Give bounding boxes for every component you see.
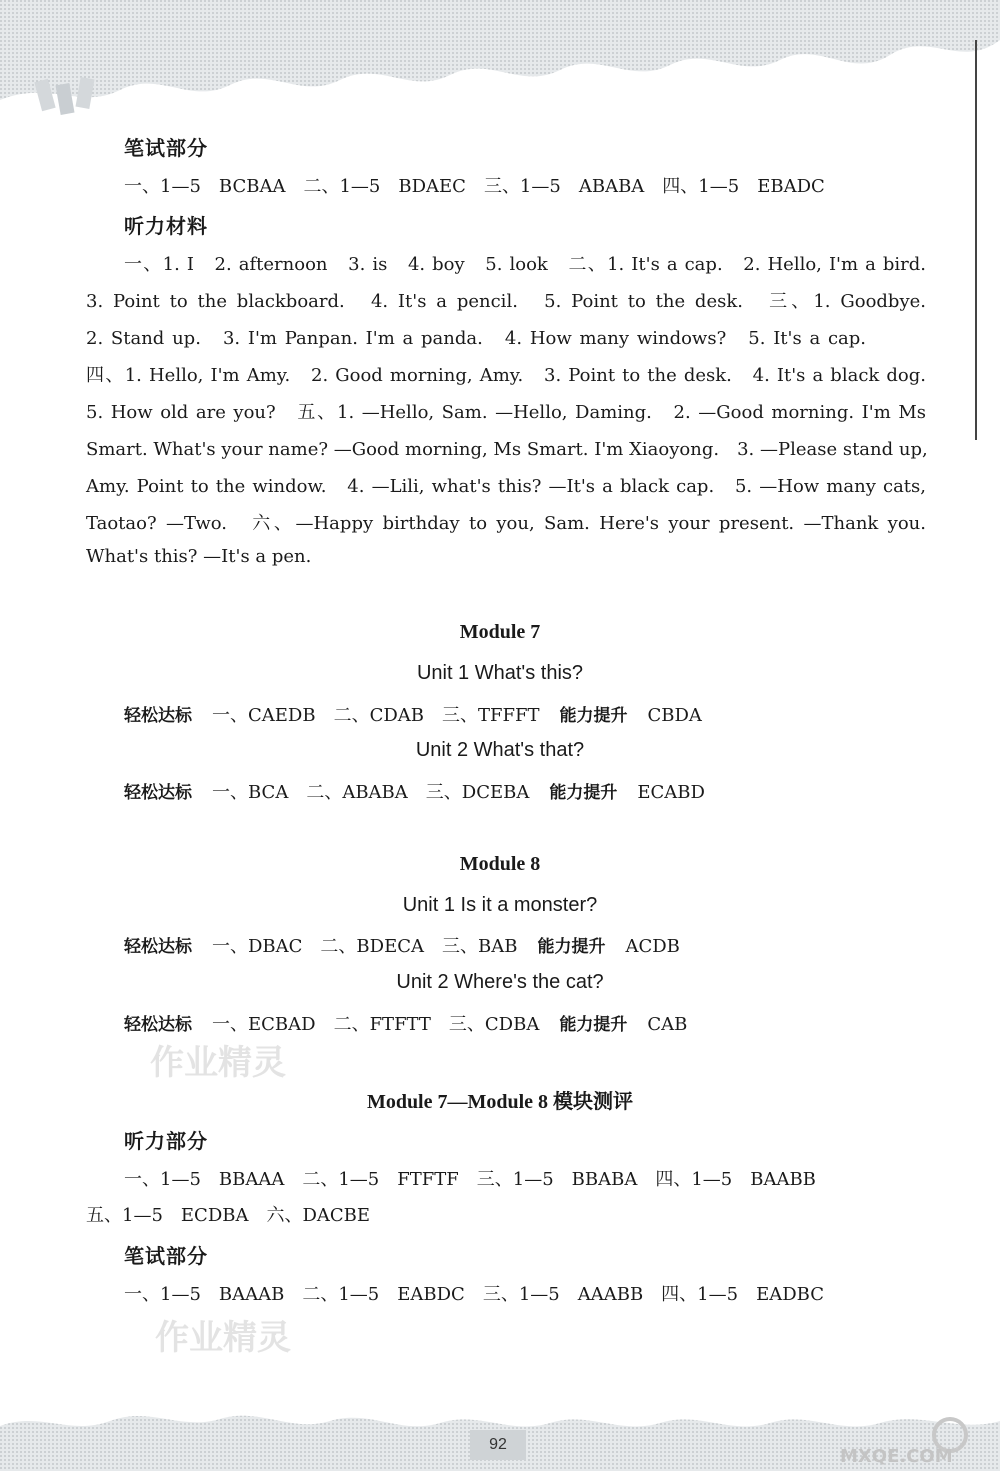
advanced-answers: ACDB [625,936,680,957]
module8-unit2-answers [124,1010,687,1036]
listening-line-9: What's this? —It's a pen. [86,546,312,567]
basic-label: 轻松达标 [124,1015,192,1035]
advanced-answers: CBDA [647,705,702,726]
advanced-label: 能力提升 [537,937,606,957]
listening-line-8: Taotao? —Two. 六、—Happy birthday to you, Sam. Here's your present. —Thank you. [86,513,926,534]
site-logo [800,1410,980,1470]
listening-line-6: Smart. What's your name? —Good morning, Ms Smart. I'm Xiaoyong. 3. —Please stand up, [86,439,928,460]
module8-unit1-title: Unit 1 Is it a monster? [402,894,598,916]
basic-answers: 一、CAEDB 二、CDAB 三、TFFFT [212,705,540,726]
listening-line-7: Amy. Point to the window. 4. —Lili, what's this? —It's a black cap. 5. —How many cats, [86,476,926,497]
module7-unit1-title: Unit 1 What's this? [416,662,584,684]
advanced-label: 能力提升 [559,706,628,726]
watermark: 作业精灵 [155,1318,291,1358]
listening-material-heading: 听力材料 [124,214,208,238]
advanced-answers: CAB [647,1014,688,1035]
site-logo-text: MXQE.COM [840,1446,953,1467]
basic-label: 轻松达标 [124,706,192,726]
watermark: 作业精灵 [150,1043,286,1083]
module8-title: Module 8 [459,853,541,875]
module7-title: Module 7 [459,621,541,643]
listening-line-3: 2. Stand up. 3. I'm Panpan. I'm a panda. 4. How many windows? 5. It's a cap. [86,328,866,349]
test-listening-line-2: 五、1—5 ECDBA 六、DACBE [86,1205,371,1226]
advanced-answers: ECABD [637,782,705,803]
test-listening-line-1: 一、1—5 BBAAA 二、1—5 FTFTF 三、1—5 BBABA 四、1—5 BAABB [124,1169,816,1190]
right-margin-rule [975,40,977,440]
module7-unit2-title: Unit 2 What's that? [415,739,585,761]
test-title: Module 7—Module 8 模块测评 [366,1091,634,1113]
test-written-heading: 笔试部分 [124,1244,208,1268]
test-written-line: 一、1—5 BAAAB 二、1—5 EABDC 三、1—5 AAABB 四、1—5 EADBC [124,1284,824,1305]
test-listening-heading: 听力部分 [124,1129,208,1153]
written-answers: 一、1—5 BCBAA 二、1—5 BDAEC 三、1—5 ABABA 四、1—5 EBADC [124,176,825,197]
module7-unit1-answers [124,701,702,727]
page-number: 92 [470,1430,526,1460]
listening-line-4: 四、1. Hello, I'm Amy. 2. Good morning, Amy. 3. Point to the desk. 4. It's a black dog. [86,365,926,386]
basic-answers: 一、DBAC 二、BDECA 三、BAB [212,936,518,957]
basic-answers: 一、BCA 二、ABABA 三、DCEBA [212,782,530,803]
module8-unit1-answers [124,932,680,958]
basic-label: 轻松达标 [124,783,192,803]
module7-unit2-answers [124,778,705,804]
advanced-label: 能力提升 [559,1015,628,1035]
corner-decoration [28,70,108,130]
top-wave-band [0,0,1000,140]
written-heading: 笔试部分 [124,136,208,160]
listening-line-2: 3. Point to the blackboard. 4. It's a pencil. 5. Point to the desk. 三、1. Goodbye. [86,291,926,312]
advanced-label: 能力提升 [549,783,618,803]
module8-unit2-title: Unit 2 Where's the cat? [396,971,604,993]
basic-answers: 一、ECBAD 二、FTFTT 三、CDBA [212,1014,540,1035]
listening-line-1: 一、1. I 2. afternoon 3. is 4. boy 5. look 二、1. It's a cap. 2. Hello, I'm a bird. [124,254,926,275]
listening-line-5: 5. How old are you? 五、1. —Hello, Sam. —Hello, Daming. 2. —Good morning. I'm Ms [86,402,926,423]
basic-label: 轻松达标 [124,937,192,957]
